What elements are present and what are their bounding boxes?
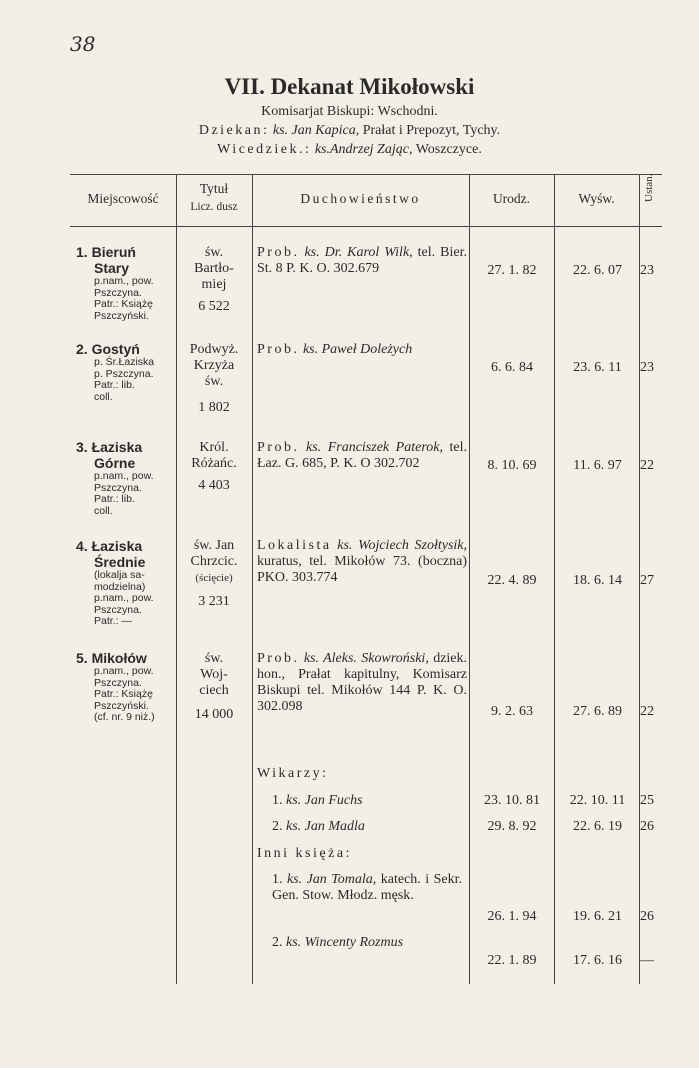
duch-rest: tel. Łaz. G. 685, P. K. O 302.702 <box>257 440 468 471</box>
row-urodz: 6. 6. 84 <box>491 360 533 375</box>
page-title: VII. Dekanat Mikołowski <box>224 74 475 99</box>
row-dusz: 1 802 <box>198 400 230 415</box>
row-duchowienstwo <box>257 538 467 586</box>
item-ustan: 26 <box>640 819 654 834</box>
row-ustan: 22 <box>640 458 654 473</box>
row-urodz: 27. 1. 82 <box>487 263 537 278</box>
row-loc-line: Pszczyna. <box>94 676 142 689</box>
row-place-cont: Górne <box>94 455 136 471</box>
row-dusz: 3 231 <box>198 594 230 609</box>
row-loc-line: modzielna) <box>94 580 146 593</box>
row-dusz: 14 000 <box>194 707 234 722</box>
header-licz-dusz: Licz. dusz <box>190 201 238 213</box>
duch-name: ks. Dr. Karol Wilk, <box>304 245 413 260</box>
item-wysw: 17. 6. 16 <box>573 953 622 968</box>
table-header-rule <box>70 226 662 227</box>
row-dusz: 4 403 <box>198 478 230 493</box>
row-duchowienstwo <box>257 245 467 277</box>
duch-name: ks. Franciszek Paterok, <box>306 440 443 455</box>
tytul-line: św. <box>204 374 224 389</box>
item-urodz: 23. 10. 81 <box>484 793 540 808</box>
item-name: ks. Jan Tomala, <box>286 872 377 887</box>
row-ustan: 22 <box>640 704 654 719</box>
row-loc-line: coll. <box>94 390 113 403</box>
table-row <box>76 439 176 517</box>
wicedziekan-rest: Woszczyce. <box>415 142 482 157</box>
row-loc-line: p.nam., pow. <box>94 275 154 287</box>
duch-role: Prob. <box>257 440 300 455</box>
tytul-line: św. <box>204 245 224 260</box>
komisarjat-line: Komisarjat Biskupi: Wschodni. <box>261 104 438 119</box>
row-wysw: 27. 6. 89 <box>573 704 622 719</box>
row-wysw: 23. 6. 11 <box>573 360 622 375</box>
row-place-cont: Stary <box>94 260 130 276</box>
row-loc-line: coll. <box>94 504 113 517</box>
item-ustan: 25 <box>640 793 654 808</box>
row-duchowienstwo <box>257 440 467 472</box>
header-ustan: Ustan. <box>643 173 655 202</box>
row-loc-line: Pszczyna. <box>94 481 142 494</box>
row-wysw: 11. 6. 97 <box>573 458 622 473</box>
row-ustan: 27 <box>640 573 654 588</box>
header-tytul: Tytuł <box>199 181 229 196</box>
row-loc-line: Pszczyński. <box>94 309 149 322</box>
item-number: 2. <box>272 819 283 834</box>
tytul-line: Król. <box>199 440 229 455</box>
inni-label: Inni księża: <box>257 846 352 861</box>
row-loc-line: Pszczyński. <box>94 699 149 712</box>
page-number: 38 <box>70 32 96 56</box>
wicedziekan-name: ks.Andrzej Zając, <box>314 142 413 157</box>
tytul-line: miej <box>201 277 227 292</box>
row-loc-line: Patr.: lib. <box>94 379 135 391</box>
item-rest: katech. i Sekr. Gen. Stow. Młodz. męsk. <box>272 872 462 903</box>
wicedziekan-label: Wicedziek.: <box>217 142 312 157</box>
dziekan-line <box>0 122 699 140</box>
duch-rest: tel. Bier. St. 8 P. K. O. 302.679 <box>257 245 467 276</box>
row-loc-line: Pszczyna. <box>94 286 142 299</box>
table-top-rule <box>70 174 662 175</box>
row-number: 4. <box>76 538 88 554</box>
row-tytul <box>176 538 252 610</box>
item-name: ks. Wincenty Rozmus <box>286 935 404 950</box>
dziekan-label: Dziekan: <box>198 123 270 138</box>
item-urodz: 29. 8. 92 <box>487 819 537 834</box>
row-loc-line: p.nam., pow. <box>94 470 154 482</box>
row-number: 1. <box>76 244 88 260</box>
duch-rest: dziek. hon., Prałat kapitulny, Komisarz Biskupi tel. Mikołów 144 P. K. O. 302.098 <box>257 651 468 714</box>
row-number: 2. <box>76 341 88 357</box>
row-tytul <box>176 440 252 494</box>
header-duchowienstwo: Duchowieństwo <box>300 191 421 206</box>
row-loc-line: p. Śr.Łaziska <box>94 356 155 368</box>
item-urodz: 26. 1. 94 <box>487 909 537 924</box>
tytul-line: św. <box>204 651 224 666</box>
duch-role: Prob. <box>257 342 300 357</box>
tytul-line: Bartło- <box>194 261 234 276</box>
row-urodz: 22. 4. 89 <box>487 573 537 588</box>
header-wysw: Wyśw. <box>578 191 615 206</box>
row-place: Łaziska <box>91 538 143 554</box>
row-dusz: 6 522 <box>198 299 230 314</box>
row-place: Mikołów <box>91 650 147 666</box>
tytul-line: Krzyża <box>193 358 235 373</box>
dziekan-name: ks. Jan Kapica, <box>272 123 360 138</box>
row-loc-line: p. Pszczyna. <box>94 367 154 380</box>
row-wysw: 22. 6. 07 <box>573 263 622 278</box>
row-place: Gostyń <box>91 341 140 357</box>
tytul-line: Woj- <box>200 667 228 682</box>
tytul-line: Różańc. <box>191 456 237 471</box>
table-row <box>76 538 176 628</box>
row-place: Bieruń <box>91 244 136 260</box>
item-ustan: — <box>640 953 654 968</box>
table-row <box>76 341 176 403</box>
row-number: 5. <box>76 650 88 666</box>
tytul-line: ciech <box>199 683 229 698</box>
list-item <box>272 935 462 951</box>
row-wysw: 18. 6. 14 <box>573 573 622 588</box>
tytul-line: Chrzcic. <box>190 554 238 569</box>
dziekan-rest: Prałat i Prepozyt, Tychy. <box>362 123 501 138</box>
column-divider <box>469 174 470 984</box>
row-number: 3. <box>76 439 88 455</box>
duch-role: Prob. <box>257 651 300 666</box>
row-loc-line: Pszczyna. <box>94 603 142 616</box>
table-row <box>76 244 176 322</box>
row-loc-line: Patr.: Książę <box>94 298 153 310</box>
row-tytul <box>176 245 252 315</box>
tytul-line: (ścięcie) <box>195 572 233 584</box>
duch-rest: kuratus, tel. Mikołów 73. (boczna) PKO. 303.774 <box>257 554 467 585</box>
row-tytul <box>176 651 252 723</box>
row-urodz: 8. 10. 69 <box>487 458 537 473</box>
row-loc-line: p.nam., pow. <box>94 665 154 677</box>
row-loc-line: Patr.: Książę <box>94 688 153 700</box>
duch-name: ks. Aleks. Skowroński, <box>303 651 429 666</box>
duch-name: ks. Paweł Doleżych <box>302 342 413 357</box>
duch-role: Prob. <box>257 245 300 260</box>
list-item <box>272 793 467 809</box>
item-wysw: 19. 6. 21 <box>573 909 622 924</box>
item-ustan: 26 <box>640 909 654 924</box>
column-divider <box>252 174 253 984</box>
item-number: 1. <box>272 872 283 887</box>
row-tytul <box>176 342 252 416</box>
list-item <box>272 872 462 904</box>
row-loc-line: Patr.: — <box>94 615 132 627</box>
item-number: 2. <box>272 935 283 950</box>
wikarzy-label: Wikarzy: <box>257 766 329 781</box>
row-duchowienstwo <box>257 342 467 358</box>
row-urodz: 9. 2. 63 <box>491 704 533 719</box>
list-item <box>272 819 467 835</box>
row-loc-line: (cf. nr. 9 niż.) <box>94 711 155 723</box>
item-name: ks. Jan Madla <box>286 819 365 834</box>
row-loc-line: Patr.: lib. <box>94 493 135 505</box>
row-loc-line: (lokalja sa- <box>94 569 145 581</box>
header-urodz: Urodz. <box>492 191 531 206</box>
item-wysw: 22. 10. 11 <box>569 793 626 808</box>
duch-name: ks. Wojciech Szołtysik, <box>337 538 468 553</box>
row-place-cont: Średnie <box>94 554 146 570</box>
header-miejscowosc: Miejscowość <box>87 191 159 206</box>
row-loc-line: p.nam., pow. <box>94 592 154 604</box>
tytul-line: Podwyż. <box>189 342 239 357</box>
item-number: 1. <box>272 793 283 808</box>
row-ustan: 23 <box>640 360 654 375</box>
item-urodz: 22. 1. 89 <box>487 953 537 968</box>
tytul-line: św. Jan <box>193 538 235 553</box>
item-name: ks. Jan Fuchs <box>286 793 363 808</box>
table-row <box>76 650 176 724</box>
row-duchowienstwo <box>257 651 467 715</box>
wicedziekan-line <box>0 141 699 159</box>
row-place: Łaziska <box>91 439 143 455</box>
item-wysw: 22. 6. 19 <box>573 819 622 834</box>
row-ustan: 23 <box>640 263 654 278</box>
duch-role: Lokalista <box>257 538 332 553</box>
